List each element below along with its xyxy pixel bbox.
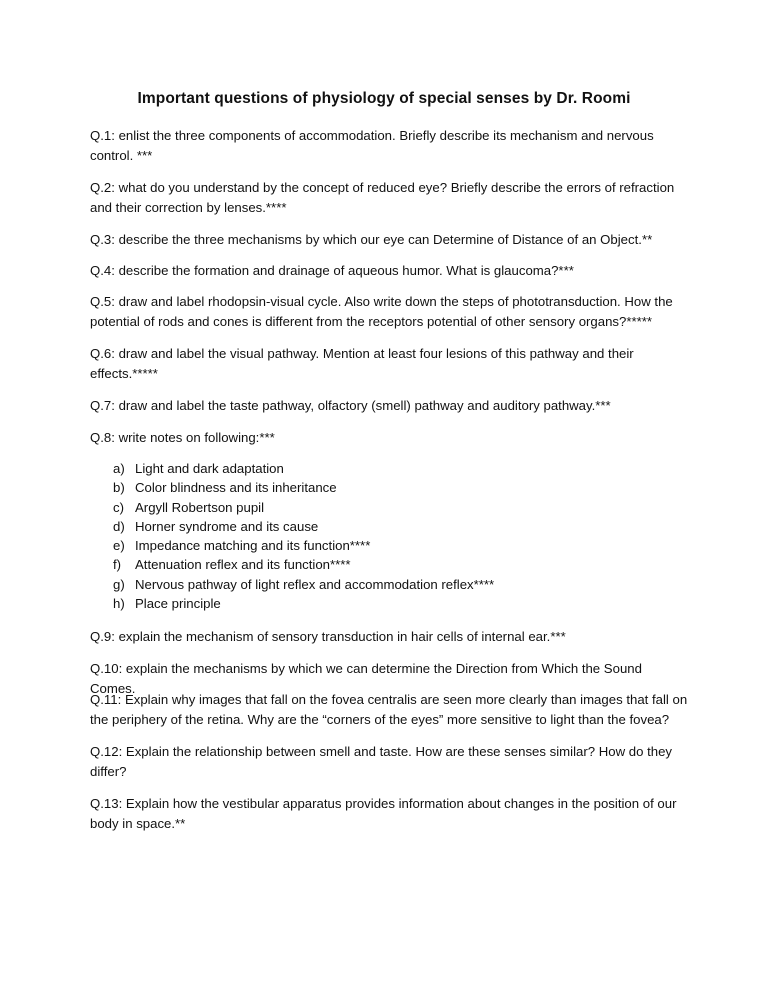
list-marker: d) [113, 518, 125, 534]
list-item-text: Horner syndrome and its cause [135, 518, 319, 534]
question-1: Q.1: enlist the three components of accommodation. Briefly describe its mechanism and nervous control. *** [90, 128, 654, 163]
list-marker: b) [113, 480, 125, 496]
list-marker: e) [113, 538, 125, 554]
question-12: Q.12: Explain the relationship between smell and taste. How are these senses similar? How do they differ? [90, 744, 673, 779]
question-13: Q.13: Explain how the vestibular apparatus provides information about changes in the position of our body in space.** [90, 796, 677, 831]
list-marker: g) [113, 576, 125, 592]
list-item-text: Color blindness and its inheritance [135, 480, 337, 496]
notes-list [113, 459, 494, 613]
list-item-text: Impedance matching and its function**** [135, 538, 371, 554]
list-item-text: Nervous pathway of light reflex and accommodation reflex**** [135, 576, 495, 592]
list-item-text: Light and dark adaptation [135, 461, 284, 476]
question-2: Q.2: what do you understand by the concept of reduced eye? Briefly describe the errors of refraction and their correction by lenses.**** [90, 180, 675, 215]
list-item [113, 594, 494, 613]
list-item-text: Place principle [135, 596, 221, 612]
list-marker: a) [113, 461, 125, 476]
question-10: Q.10: explain the mechanisms by which we can determine the Direction from Which the Sound Comes. [90, 661, 642, 696]
list-item [113, 459, 494, 478]
question-8: Q.8: write notes on following:*** [90, 430, 275, 445]
list-item [113, 536, 494, 555]
question-4: Q.4: describe the formation and drainage of aqueous humor. What is glaucoma?*** [90, 263, 574, 278]
list-item [113, 517, 494, 536]
page-title: Important questions of physiology of special senses by Dr. Roomi [137, 90, 631, 107]
list-item-text: Attenuation reflex and its function**** [135, 557, 351, 573]
list-item [113, 575, 494, 594]
list-item-text: Argyll Robertson pupil [135, 499, 265, 515]
list-marker: h) [113, 596, 125, 612]
question-11: Q.11: Explain why images that fall on the fovea centralis are seen more clearly than images that fall on the periphery of the retina. Why are the “corners of the eyes” more sensitive to light than the fovea? [90, 692, 688, 727]
list-item [113, 498, 494, 517]
list-marker: f) [113, 557, 122, 573]
list-item [113, 478, 494, 497]
question-6: Q.6: draw and label the visual pathway. Mention at least four lesions of this pathway and their effects.***** [90, 346, 634, 381]
question-5: Q.5: draw and label rhodopsin-visual cycle. Also write down the steps of phototransduction. How the potential of rods and cones is different from the receptors potential of other sensory organs?***** [90, 294, 673, 329]
list-marker: c) [113, 499, 124, 515]
question-3: Q.3: describe the three mechanisms by which our eye can Determine of Distance of an Object.** [90, 232, 653, 247]
question-7: Q.7: draw and label the taste pathway, olfactory (smell) pathway and auditory pathway.*** [90, 398, 611, 413]
question-9: Q.9: explain the mechanism of sensory transduction in hair cells of internal ear.*** [90, 629, 566, 644]
list-item [113, 555, 494, 574]
